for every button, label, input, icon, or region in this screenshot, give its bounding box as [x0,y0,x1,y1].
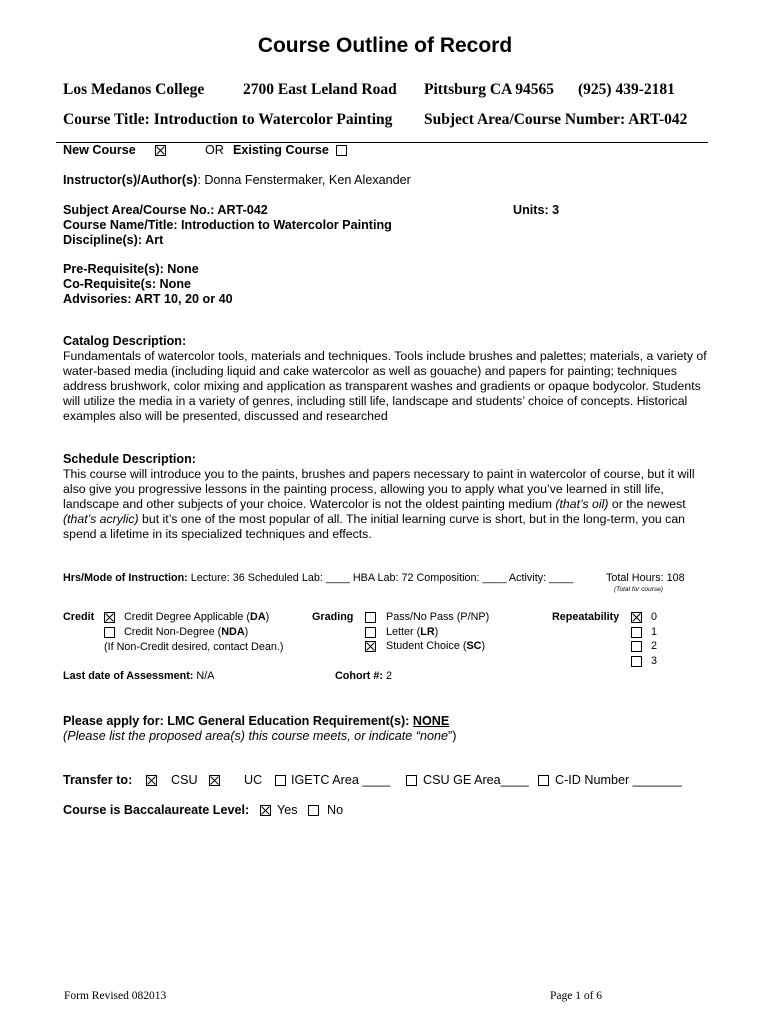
ge-requirement-line [63,714,449,728]
option-code: NDA [221,626,245,638]
pre-requisites: Pre-Requisite(s): None [63,262,199,276]
credit-option-0 [124,611,269,623]
ge-instruction-text: ”) [448,729,457,743]
instructors-value: : Donna Fenstermaker, Ken Alexander [197,173,411,187]
instructors-label: Instructor(s)/Author(s) [63,173,198,187]
new-course-checkbox[interactable] [155,145,166,156]
assessment-line [63,670,214,682]
footer-page-number: Page 1 of 6 [550,990,603,1002]
schedule-description-text [63,467,713,542]
college-city: Pittsburg CA 94565 [424,81,555,98]
schedule-text-italic: (that’s acrylic) [63,512,139,526]
schedule-text-part: but it’s one of the most popular of all. The initial learning curve is short, but in the long-term, you can spend a lifetime in its specialized techniques and effects. [63,512,685,541]
option-text: Credit Degree Applicable ( [124,611,251,623]
baccalaureate-yes-label: Yes [277,803,298,817]
ge-requirement-label: Please apply for: LMC General Education Requirement(s): [63,714,413,728]
baccalaureate-yes-checkbox[interactable] [260,805,271,816]
discipline: Discipline(s): Art [63,233,164,247]
ge-instruction-line [63,729,456,743]
units: Units: 3 [513,203,560,217]
header-divider [56,142,708,143]
cohort-value: 2 [382,670,392,682]
page-title: Course Outline of Record [257,34,513,57]
repeatability-2-checkbox[interactable] [631,641,642,652]
or-label: OR [205,143,224,157]
course-title-header: Course Title: Introduction to Watercolor Painting [63,111,393,128]
cohort-label: Cohort #: [335,670,383,682]
existing-course-label: Existing Course [233,143,329,157]
advisories: Advisories: ART 10, 20 or 40 [63,292,233,306]
existing-course-checkbox[interactable] [336,145,347,156]
college-phone: (925) 439-2181 [578,81,675,98]
grading-pass-no-pass-checkbox[interactable] [365,612,376,623]
option-text: Credit Non-Degree ( [124,626,222,638]
schedule-text-part: or the newest [608,497,686,511]
hours-mode-label: Hrs/Mode of Instruction: [63,572,188,584]
transfer-csu-ge-checkbox[interactable] [406,775,417,786]
non-credit-note: (If Non-Credit desired, contact Dean.) [104,641,284,653]
transfer-cid-checkbox[interactable] [538,775,549,786]
assessment-value: N/A [193,670,215,682]
grading-option-0 [386,611,489,623]
transfer-csu-checkbox[interactable] [146,775,157,786]
transfer-igetc-label: IGETC Area ____ [291,773,391,787]
grading-letter-checkbox[interactable] [365,627,376,638]
option-code: DA [250,611,266,623]
transfer-uc-checkbox[interactable] [209,775,220,786]
course-name-title: Course Name/Title: Introduction to Watercolor Painting [63,218,392,232]
footer-form-revised: Form Revised 082013 [64,990,167,1002]
option-code: SC [466,640,482,652]
schedule-description-label: Schedule Description: [63,452,196,466]
assessment-label: Last date of Assessment: [63,670,194,682]
credit-label: Credit [63,611,95,623]
credit-degree-applicable-checkbox[interactable] [104,612,115,623]
subject-course-no: Subject Area/Course No.: ART-042 [63,203,268,217]
college-address: 2700 East Leland Road [243,81,397,98]
repeatability-3-label: 3 [651,655,658,667]
ge-instruction-text: (Please list the proposed area(s) this course meets, or indicate “ [63,729,420,743]
option-text: ) [265,611,270,623]
baccalaureate-label: Course is Baccalaureate Level: [63,803,250,817]
transfer-cid-label: C-ID Number _______ [555,773,682,787]
baccalaureate-no-checkbox[interactable] [308,805,319,816]
option-text: Pass/No Pass (P/NP) [386,611,490,623]
hours-mode-detail: Lecture: 36 Scheduled Lab: ____ HBA Lab: 72 Composition: ____ Activity: ____ [190,572,574,584]
option-text: Letter ( [386,626,421,638]
co-requisites: Co-Requisite(s: None [63,277,192,291]
transfer-igetc-checkbox[interactable] [275,775,286,786]
option-code: LR [420,626,435,638]
ge-requirement-value: NONE [412,714,450,728]
repeatability-1-checkbox[interactable] [631,627,642,638]
option-text: ) [434,626,439,638]
grading-option-1 [386,626,438,638]
total-hours-note: (Total for course) [614,586,663,593]
grading-option-2 [386,640,485,652]
ge-instruction-text: none [420,729,449,743]
college-name: Los Medanos College [63,81,205,98]
repeatability-1-label: 1 [651,626,658,638]
schedule-text-part: This course will introduce you to the paints, brushes and papers necessary to paint in watercolor of course, but it will also give you progressive lessons in the painting process, allowing you to apply what you’ve learned in still life, landscape and other subjects of your choice. Watercolor is not the oldest painting medium [63,467,695,511]
catalog-description-text: Fundamentals of watercolor tools, materials and techniques. Tools include brushes and palettes; materials, a variety of water-based media (including liquid and cake watercolor as well as gouache) and papers for painting; techniques address brushwork, color mixing and application as transparent washes and gradients or opaque bodycolor. Students will utilize the media in a variety of genres, including still life, landscape and students’ choice of concepts. Historical examples also will be presented, discussed and researched [63,349,707,423]
transfer-label: Transfer to: [63,773,133,787]
transfer-uc-label: UC [244,773,263,787]
instructors-line [63,173,411,187]
cohort-line [335,670,392,682]
option-text: Student Choice ( [386,640,467,652]
repeatability-2-label: 2 [651,640,658,652]
repeatability-0-checkbox[interactable] [631,612,642,623]
baccalaureate-no-label: No [327,803,344,817]
new-course-label: New Course [63,143,136,157]
subject-number-header: Subject Area/Course Number: ART-042 [424,111,688,128]
hours-mode-line [63,572,573,584]
repeatability-0-label: 0 [651,611,658,623]
credit-non-degree-checkbox[interactable] [104,627,115,638]
grading-student-choice-checkbox[interactable] [365,641,376,652]
transfer-csu-ge-label: CSU GE Area____ [423,773,529,787]
credit-option-1 [124,626,248,638]
grading-label: Grading [312,611,354,623]
total-hours: Total Hours: 108 [606,572,685,584]
repeatability-3-checkbox[interactable] [631,656,642,667]
schedule-text-italic: (that’s oil) [555,497,609,511]
transfer-csu-label: CSU [171,773,198,787]
repeatability-label: Repeatability [552,611,620,623]
option-text: ) [481,640,486,652]
option-text: ) [244,626,249,638]
catalog-description-label: Catalog Description: [63,334,187,348]
